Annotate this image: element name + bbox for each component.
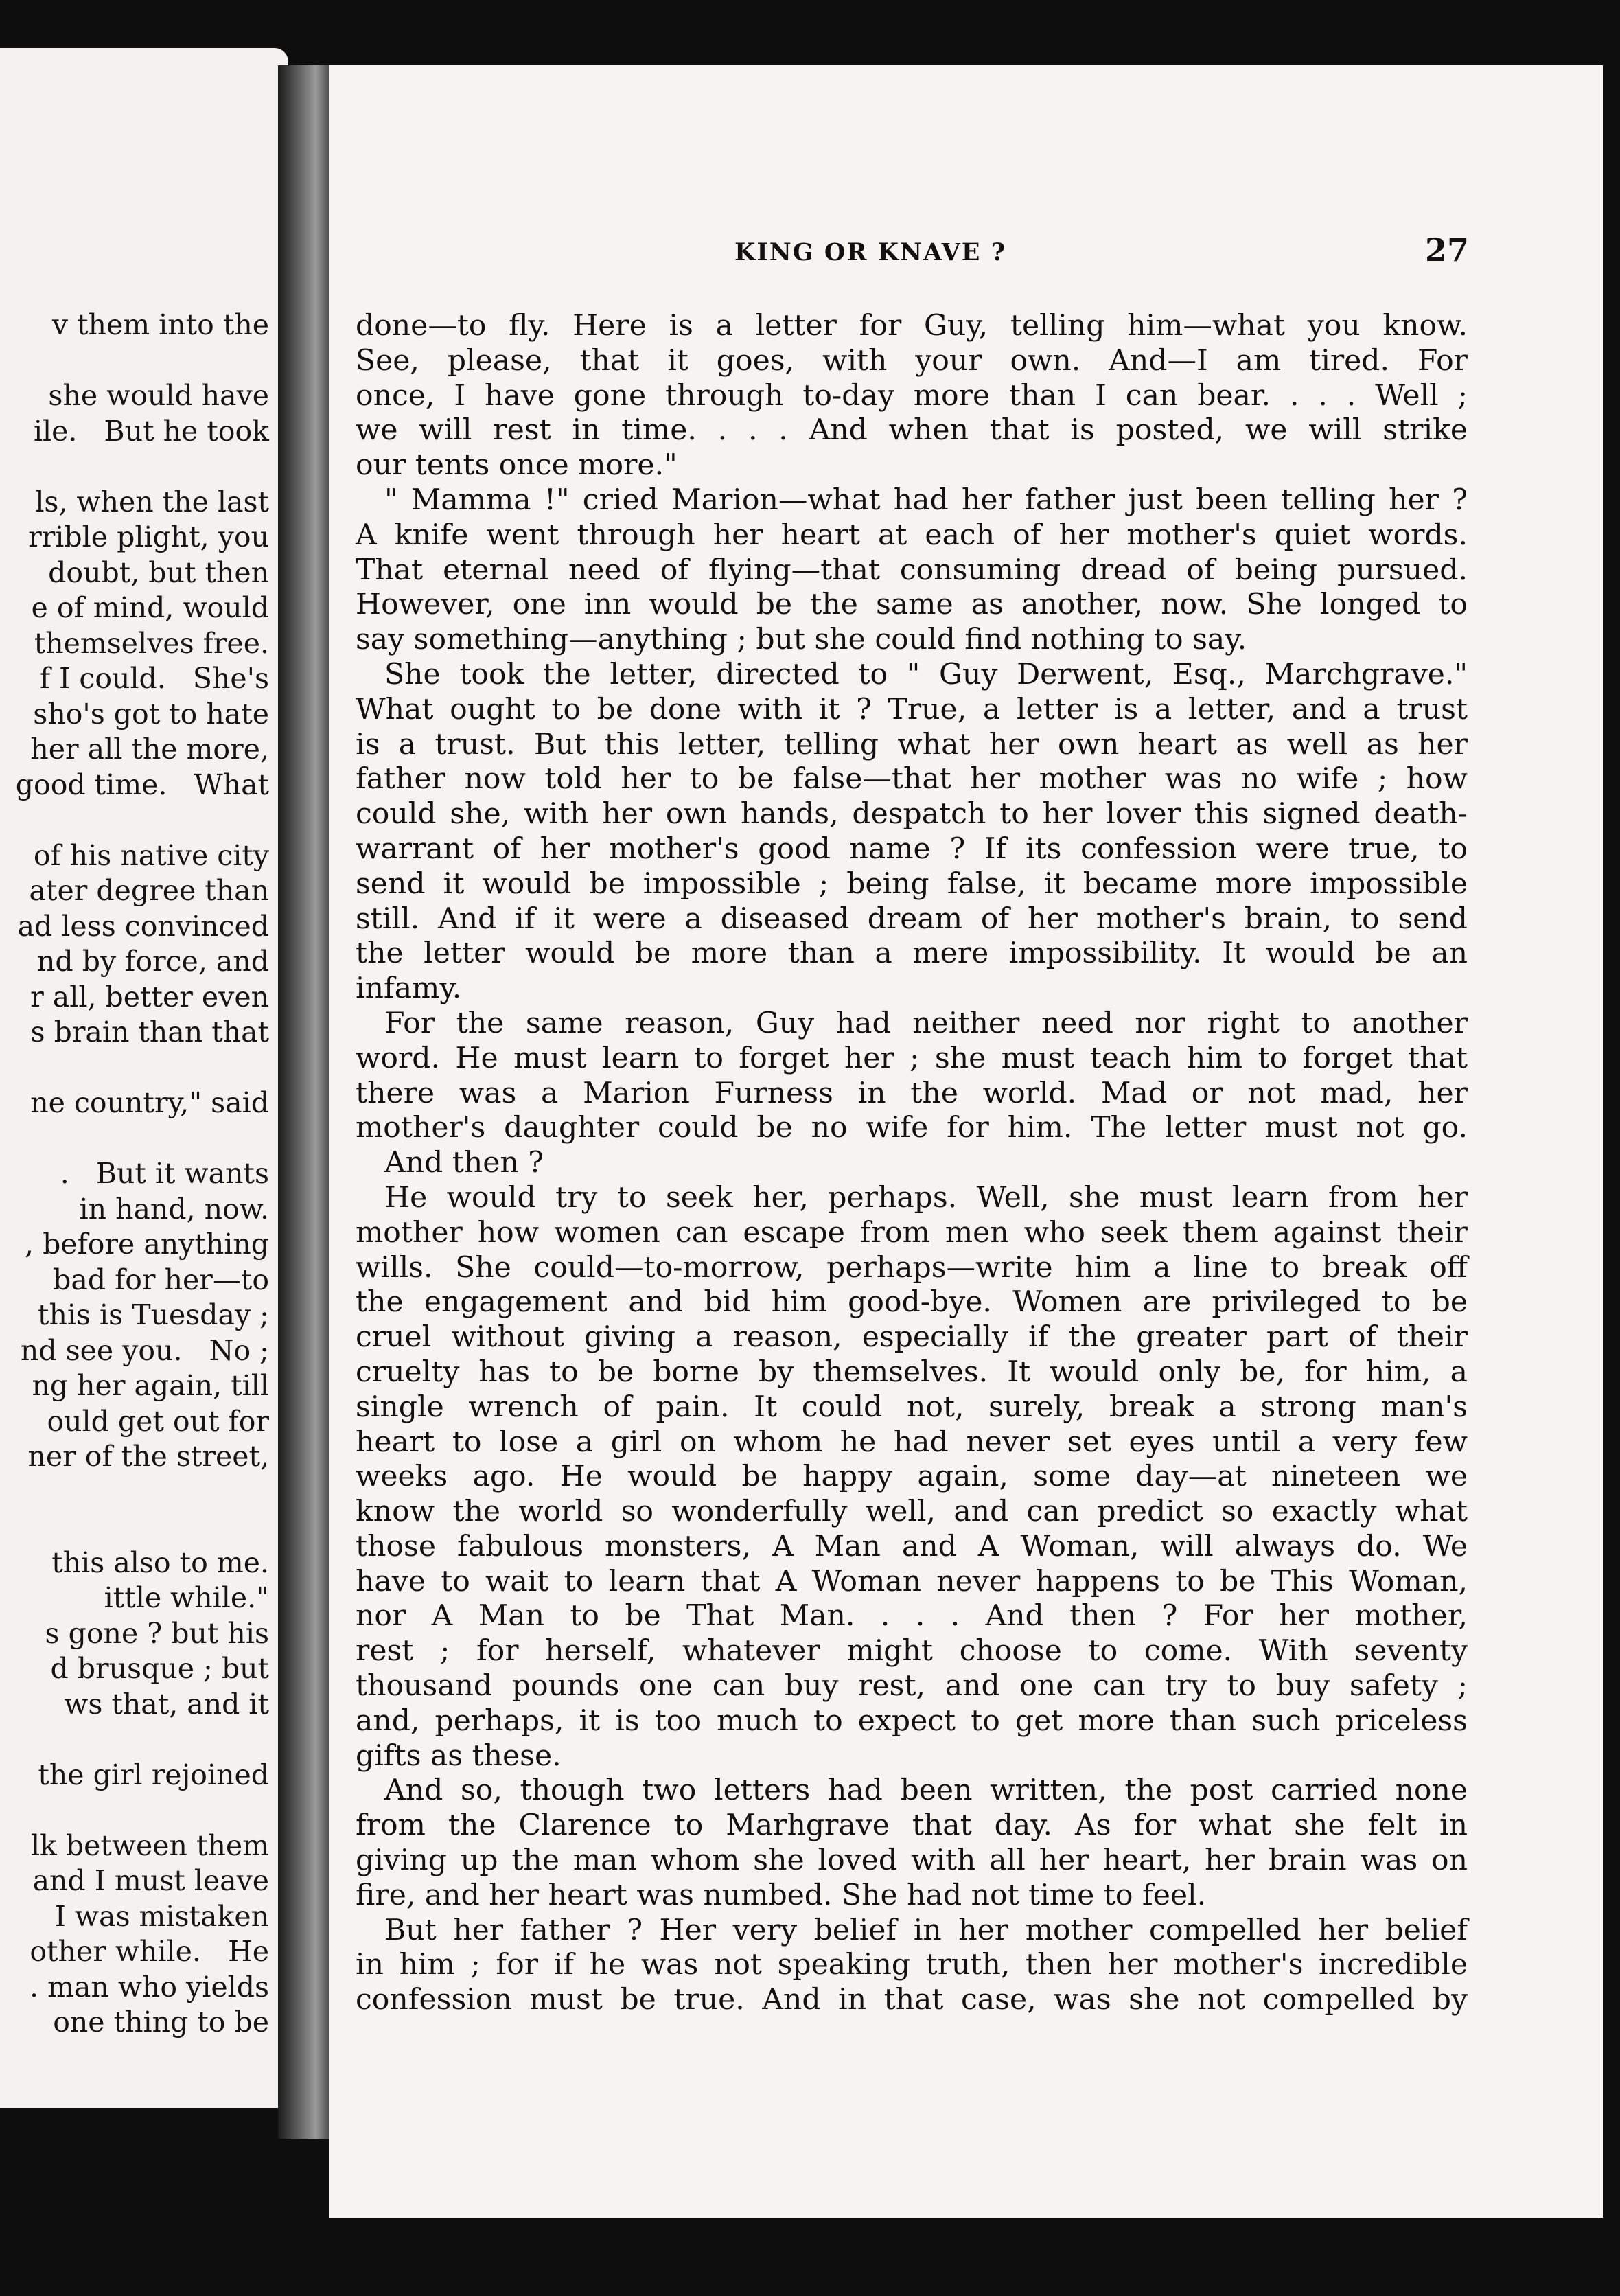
text-line: weeks ago. He would be happy again, some day—at nineteen we [356,1460,1468,1494]
text-line: there was a Marion Furness in the world. Mad or not mad, her [356,1076,1468,1110]
left-page-line: other while. He [30,1935,269,1968]
left-page-line: I was mistaken [54,1899,269,1933]
text-line: giving up the man whom she loved with all her heart, her brain was on [356,1844,1468,1878]
left-page-line: ng her again, till [32,1369,269,1402]
left-page-line: her all the more, [30,733,269,766]
left-page-line: one thing to be [53,2006,269,2039]
left-page-line: the girl rejoined [38,1758,269,1791]
left-page-line: r all, better even [30,980,269,1013]
left-page-line [0,1510,269,1546]
text-line: send it would be impossible ; being false, it became more impossible [356,866,1468,901]
text-line: However, one inn would be the same as another, now. She longed to [356,588,1468,622]
text-line: rest ; for herself, whatever might choose to come. With seventy [356,1634,1468,1668]
left-page-line: good time. What [15,768,269,801]
text-line: single wrench of pain. It could not, surely, break a strong man's [356,1390,1468,1424]
left-page-line: . man who yields [30,1970,269,2004]
left-page-line: lk between them [30,1828,269,1862]
left-page-line: this also to me. [51,1546,269,1579]
left-page-line: ls, when the last [35,485,269,518]
text-line: But her father ? Her very belief in her mother compelled her belief [384,1913,1468,1947]
left-page-line: e of mind, would [31,591,269,624]
text-line: mother how women can escape from men who seek them against their [356,1215,1468,1250]
left-page-line: of his native city [33,838,269,872]
left-page-line: bad for her—to [53,1263,269,1296]
text-line: once, I have gone through to-day more than I can bear. . . . Well ; [356,378,1468,413]
text-line: word. He must learn to forget her ; she must teach him to forget that [356,1041,1468,1075]
left-page-line: rrible plight, you [28,520,269,553]
left-page-line: and I must leave [32,1864,269,1897]
text-line: we will rest in time. . . . And when that is posted, we will strike [356,413,1468,448]
text-line: infamy. [356,972,462,1006]
left-page-line: ittle while." [104,1581,269,1614]
text-line: She took the letter, directed to " Guy Derwent, Esq., Marchgrave." [384,657,1468,691]
text-line: could she, with her own hands, despatch to her lover this signed death- [356,797,1468,831]
text-line: He would try to seek her, perhaps. Well, she must learn from her [384,1180,1468,1215]
text-line: What ought to be done with it ? True, a letter is a letter, and a trust [356,692,1468,726]
text-line: A knife went through her heart at each of her mother's quiet words. [356,518,1468,552]
text-line: cruel without giving a reason, especially if the greater part of their [356,1320,1468,1355]
left-page-line: ad less convinced [17,909,269,943]
text-line: say something—anything ; but she could find nothing to say. [356,623,1247,657]
text-line: For the same reason, Guy had neither need nor right to another [384,1006,1468,1040]
left-page-line [0,1475,269,1511]
page-number: 27 [1424,231,1469,268]
text-line: still. And if it were a diseased dream of her mother's brain, to send [356,902,1468,936]
left-page-line: ne country," said [30,1086,269,1119]
text-line: And then ? [384,1146,544,1180]
text-line: gifts as these. [356,1738,562,1773]
left-page-line: ile. But he took [33,414,269,448]
text-line: in him ; for if he was not speaking truth, then her mother's incredible [356,1948,1468,1982]
running-head: KING OR KNAVE ? [734,238,1007,266]
left-page-line: nd see you. No ; [20,1333,269,1367]
left-page-line [0,1793,269,1828]
text-line: the letter would be more than a mere impossibility. It would be an [356,937,1468,971]
left-page-line: v them into the [51,308,269,341]
left-page-line: nd by force, and [37,945,269,978]
text-line: mother's daughter could be no wife for him. The letter must not go. [356,1111,1468,1145]
left-page-line: . But it wants [60,1157,269,1190]
text-line: confession must be true. And in that case, was she not compelled by [356,1983,1468,2017]
left-page-line: sho's got to hate [33,697,269,731]
text-line: fire, and her heart was numbed. She had not time to feel. [356,1878,1207,1912]
left-page-line: this is Tuesday ; [37,1298,269,1331]
text-line: cruelty has to be borne by themselves. It would only be, for him, a [356,1355,1468,1389]
left-page-line: ould get out for [47,1404,269,1438]
text-line: have to wait to learn that A Woman never happens to be This Woman, [356,1564,1468,1598]
left-page-line: , before anything [25,1228,269,1261]
left-page-line: s gone ? but his [45,1616,269,1650]
left-page-line [0,343,269,379]
text-line: warrant of her mother's good name ? If its confession were true, to [356,831,1468,866]
text-line: thousand pounds one can buy rest, and one can try to buy safety ; [356,1669,1468,1703]
body-text [356,309,1468,2018]
text-line: done—to fly. Here is a letter for Guy, telling him—what you know. [356,309,1468,343]
left-page-line [0,1051,269,1086]
left-page-line [0,449,269,485]
left-page-line [0,1121,269,1157]
text-line: See, please, that it goes, with your own. And—I am tired. For [356,343,1468,378]
text-line: " Mamma !" cried Marion—what had her father just been telling her ? [384,483,1468,517]
left-page-line: d brusque ; but [50,1652,269,1685]
left-page-line [0,803,269,838]
left-page-line: she would have [48,379,269,412]
text-line: heart to lose a girl on whom he had never set eyes until a very few [356,1425,1468,1459]
left-page-line: ner of the street, [27,1440,269,1473]
left-page-line [0,1722,269,1758]
text-line: those fabulous monsters, A Man and A Woman, will always do. We [356,1529,1468,1563]
page-header [350,230,1469,278]
text-line: That eternal need of flying—that consuming dread of being pursued. [356,553,1468,587]
left-page [0,48,288,2108]
text-line: and, perhaps, it is too much to expect to get more than such priceless [356,1703,1468,1738]
left-page-line: themselves free. [34,626,269,660]
left-page-line: ater degree than [29,874,269,907]
text-line: And so, though two letters had been written, the post carried none [384,1773,1468,1808]
left-page-text [0,308,269,2041]
left-page-line: in hand, now. [79,1192,269,1226]
text-line: father now told her to be false—that her mother was no wife ; how [356,762,1468,796]
text-line: from the Clarence to Marhgrave that day. As for what she felt in [356,1809,1468,1843]
text-line: wills. She could—to-morrow, perhaps—write him a line to break off [356,1250,1468,1285]
text-line: the engagement and bid him good-bye. Women are privileged to be [356,1285,1468,1320]
left-page-line: s brain than that [30,1015,269,1048]
text-line: is a trust. But this letter, telling what her own heart as well as her [356,727,1468,761]
text-line: our tents once more." [356,448,678,483]
text-line: nor A Man to be That Man. . . . And then ? For her mother, [356,1599,1468,1633]
left-page-line: f I could. She's [39,662,269,695]
text-line: know the world so wonderfully well, and can predict so exactly what [356,1495,1468,1529]
left-page-line: doubt, but then [48,555,269,589]
left-page-line: ws that, and it [64,1687,269,1721]
